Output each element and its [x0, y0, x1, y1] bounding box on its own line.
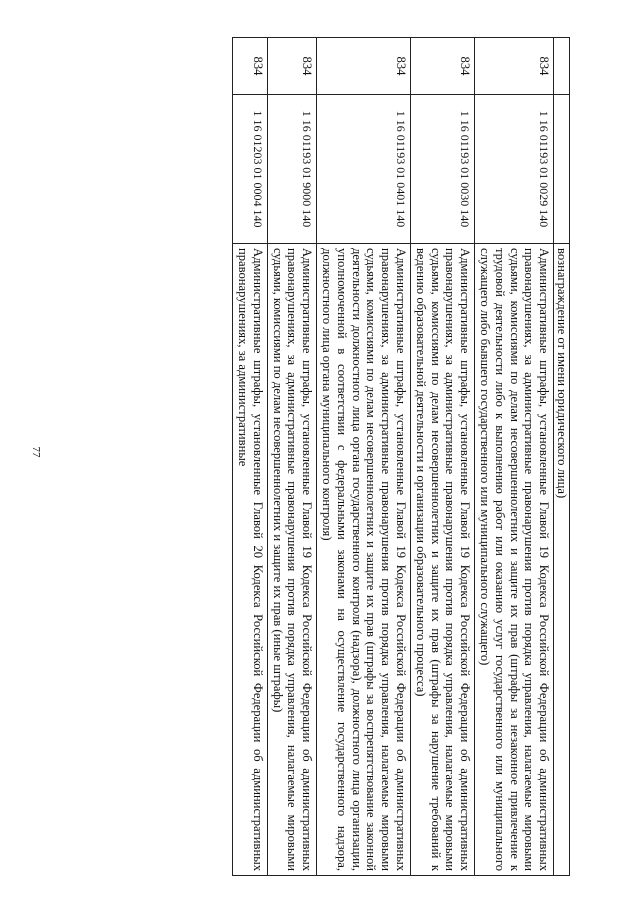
cell-kbk: 1 16 01193 01 0029 140	[475, 95, 554, 244]
rotated-page-content	[61, 37, 570, 876]
cell-description: Административные штрафы, установленные Главой 19 Кодекса Российской Федерации об административных правонарушениях, за административные правонарушения против порядка управления, налагаемые мировыми судьями, комиссиями по делам несовершеннолетних и защите их прав (штрафы за воспрепятствование законной деятельности должностного лица органа государственного контроля (надзора), должностного лица организации, уполномоченной в соответствии с федеральными законами на осуществление государственного надзора, должностного лица органа муниципального контроля)	[317, 244, 411, 876]
cell-kbk: 1 16 01193 01 9000 140	[267, 95, 316, 244]
cell-description: Административные штрафы, установленные Главой 20 Кодекса Российской Федерации об административных правонарушениях, за административные	[233, 244, 268, 876]
cell-continuation-text: вознаграждение от имени юридического лица)	[554, 244, 570, 876]
cell-kbk: 1 16 01193 01 0030 140	[411, 95, 475, 244]
cell-kbk: 1 16 01203 01 0004 140	[233, 95, 268, 244]
table-row	[411, 38, 475, 876]
cell-admin-code: 834	[475, 38, 554, 95]
table-row-continuation	[554, 38, 570, 876]
table-row	[267, 38, 316, 876]
cell-description: Административные штрафы, установленные Главой 19 Кодекса Российской Федерации об административных правонарушениях, за административные правонарушения против порядка управления, налагаемые мировыми судьями, комиссиями по делам несовершеннолетних и защите их прав (иные штрафы)	[267, 244, 316, 876]
table-row	[317, 38, 411, 876]
cell-description: Административные штрафы, установленные Главой 19 Кодекса Российской Федерации об административных правонарушениях, за административные правонарушения против порядка управления, налагаемые мировыми судьями, комиссиями по делам несовершеннолетних и защите их прав (штрафы за незаконное привлечение к трудовой деятельности либо к выполнению работ или оказанию услуг государственного или муниципального служащего либо бывшего государственного или муниципального служащего)	[475, 244, 554, 876]
cell-admin-code: 834	[233, 38, 268, 95]
cell-empty	[554, 95, 570, 244]
cell-kbk: 1 16 01193 01 0401 140	[317, 95, 411, 244]
table-row	[233, 38, 268, 876]
cell-empty	[554, 38, 570, 95]
cell-admin-code: 834	[267, 38, 316, 95]
table-row	[475, 38, 554, 876]
page-number: 77	[30, 446, 42, 458]
cell-description: Административные штрафы, установленные Главой 19 Кодекса Российской Федерации об административных правонарушениях, за административные правонарушения против порядка управления, налагаемые мировыми судьями, комиссиями по делам несовершеннолетних и защите их прав (штрафы за нарушение требований к ведению образовательной деятельности и организации образовательного процесса)	[411, 244, 475, 876]
cell-admin-code: 834	[411, 38, 475, 95]
budget-codes-table	[232, 37, 570, 876]
cell-admin-code: 834	[317, 38, 411, 95]
